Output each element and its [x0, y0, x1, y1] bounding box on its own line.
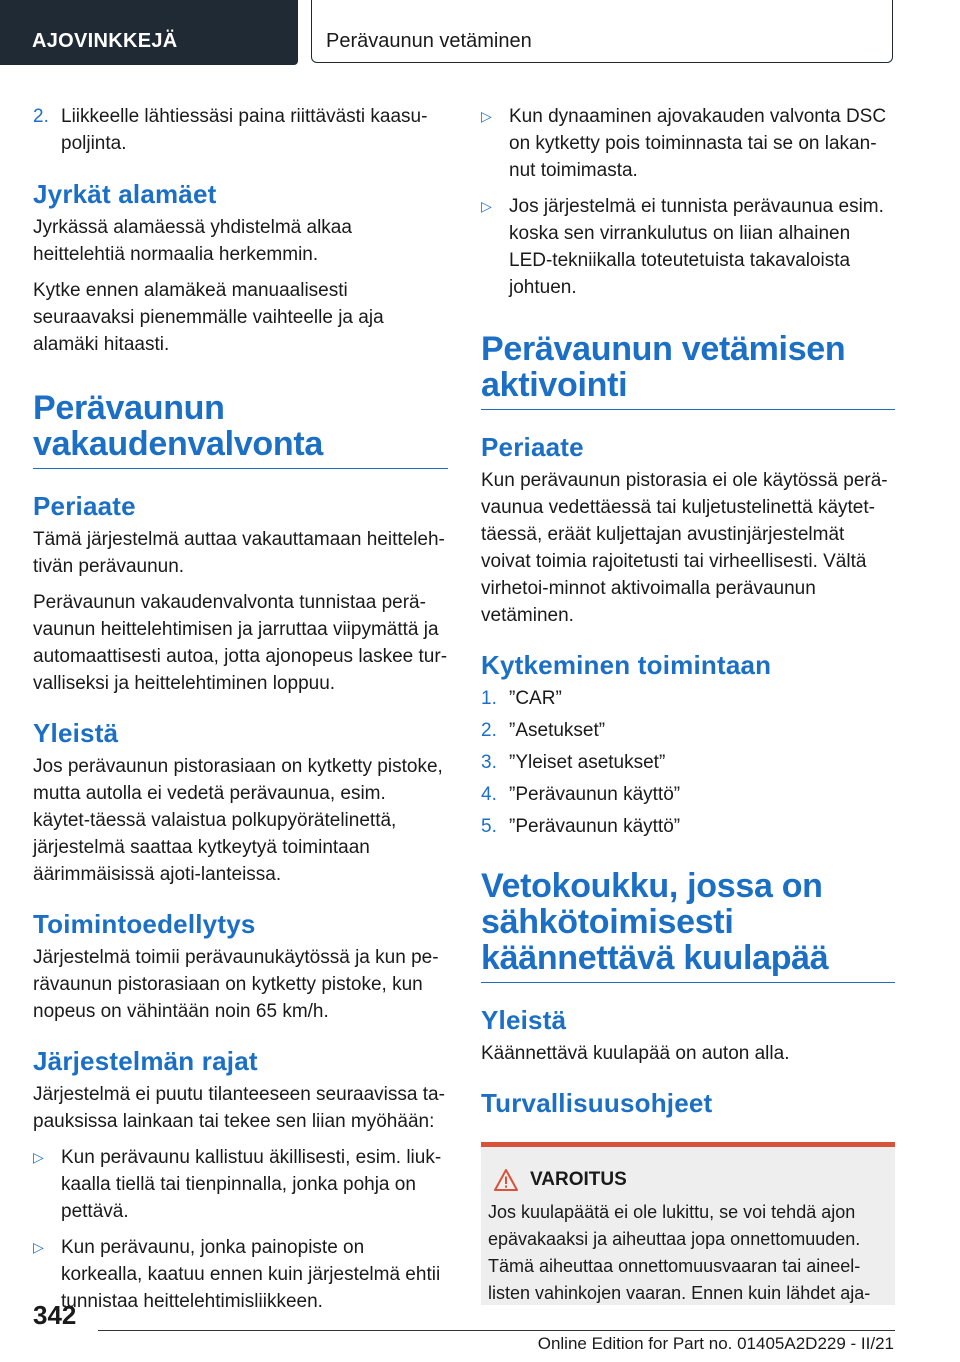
list-text: ”Perävaunun käyttö”: [509, 784, 681, 805]
chapter-heading-aktivointi: Perävaunun vetämisen aktivointi: [481, 331, 895, 410]
list-text: ”Perävaunun käyttö”: [509, 816, 681, 837]
warning-triangle-icon: [494, 1169, 518, 1191]
paragraph: Kun perävaunun pistorasia ei ole käytössä perä-vaunua vedettäessä tai kuljetustelinettä käytet-täessä, eräät kuljettajan avustinjärjestelmät voivat toimia rajoitetusti tai virheellisesti. Vältä virhetoi-minnot aktivoimalla perävaunun vetäminen.: [481, 470, 888, 626]
warning-header: [494, 1169, 887, 1191]
list-item: [33, 103, 448, 157]
list-number: 4.: [481, 784, 497, 805]
right-column: [481, 103, 895, 1305]
list-text: ”CAR”: [509, 688, 562, 709]
bullet-item: [33, 1234, 448, 1315]
paragraph: Järjestelmä toimii perävaunukäytössä ja kun pe-rävaunun pistorasiaan on kytketty pistoke, kun nopeus on vähintään noin 65 km/h.: [33, 947, 439, 1022]
warning-title: VAROITUS: [530, 1169, 627, 1190]
section-heading-jyrkat: Jyrkät alamäet: [33, 179, 217, 209]
list-text: ”Yleiset asetukset”: [509, 752, 666, 773]
list-number: 2.: [481, 720, 497, 741]
paragraph: Järjestelmä ei puutu tilanteeseen seuraavissa ta-pauksissa lainkaan tai tekee sen liian myöhään:: [33, 1084, 445, 1132]
bullet-item: [481, 103, 895, 184]
bullet-triangle-icon: ▷: [481, 198, 492, 214]
bullet-triangle-icon: ▷: [33, 1239, 44, 1255]
footer-divider: [98, 1330, 895, 1331]
paragraph: Jyrkässä alamäessä yhdistelmä alkaa heittelehtiä normaalia herkemmin.: [33, 217, 352, 265]
list-item: [481, 749, 895, 776]
section-heading-periaate: Periaate: [481, 432, 584, 462]
paragraph: Tämä järjestelmä auttaa vakauttamaan heitteleh-tivän perävaunun.: [33, 529, 445, 577]
chapter-heading-vakaudenvalvonta: Perävaunun vakaudenvalvonta: [33, 390, 448, 469]
paragraph: Kytke ennen alamäkeä manuaalisesti seuraavaksi pienemmälle vaihteelle ja aja alamäki hitaasti.: [33, 280, 384, 355]
chapter-heading-vetokoukku: Vetokoukku, jossa on sähkötoimisesti käännettävä kuulapää: [481, 868, 895, 983]
list-item: [481, 685, 895, 712]
list-item: [481, 813, 895, 840]
list-item: [481, 781, 895, 808]
list-item: [481, 717, 895, 744]
footer-edition: Online Edition for Part no. 01405A2D229 - II/21: [537, 1334, 894, 1353]
section-heading-periaate: Periaate: [33, 491, 136, 521]
warning-box: [481, 1142, 895, 1305]
list-number: 5.: [481, 816, 497, 837]
page-number: 342: [33, 1300, 77, 1330]
paragraph: Perävaunun vakaudenvalvonta tunnistaa perä-vaunun heittelehtimisen ja jarruttaa viipymättä ja automaattisesti autoa, jotta ajonopeus laskee tur-valliseksi ja heittelehtiminen loppuu.: [33, 592, 448, 694]
list-text: Liikkeelle lähtiessäsi paina riittävästi kaasu-poljinta.: [61, 106, 428, 154]
bullet-item: [481, 193, 895, 301]
header-section-label: AJOVINKKEJÄ: [32, 30, 178, 52]
paragraph: Jos perävaunun pistorasiaan on kytketty pistoke, mutta autolla ei vedetä perävaunua, esim. käytet-täessä valaistua polkupyörätelinettä, järjestelmä saattaa kytkeytyä toimintaan äärimmäisissä ajoti-lanteissa.: [33, 756, 443, 885]
section-heading-rajat: Järjestelmän rajat: [33, 1046, 258, 1076]
header-chapter-label: Perävaunun vetäminen: [326, 30, 532, 52]
bullet-triangle-icon: ▷: [33, 1149, 44, 1165]
section-heading-yleista: Yleistä: [33, 718, 119, 748]
section-heading-kytkeminen: Kytkeminen toimintaan: [481, 650, 772, 680]
bullet-item: [33, 1144, 448, 1225]
bullet-triangle-icon: ▷: [481, 108, 492, 124]
warning-text: Jos kuulapäätä ei ole lukittu, se voi tehdä ajon epävakaaksi ja aiheuttaa jopa onnettomuuden. Tämä aiheuttaa onnettomuusvaaran tai aineel-listen vahinkojen vaaran. Ennen kuin lähdet aja-: [488, 1202, 871, 1303]
paragraph: Käännettävä kuulapää on auton alla.: [481, 1043, 790, 1064]
bullet-text: Kun perävaunu kallistuu äkillisesti, esim. liuk-kaalla tiellä tai tienpinnalla, jonka pohja on pettävä.: [61, 1147, 442, 1222]
list-text: ”Asetukset”: [509, 720, 606, 741]
section-heading-toimintoedellytys: Toimintoedellytys: [33, 909, 256, 939]
bullet-text: Kun perävaunu, jonka painopiste on korkealla, kaatuu ennen kuin järjestelmä ehtii tunnistaa heittelehtimisliikkeen.: [61, 1237, 441, 1312]
section-heading-yleista: Yleistä: [481, 1005, 567, 1035]
header-section-tab: [0, 0, 298, 65]
header-chapter-tab: [311, 0, 893, 63]
left-column: [33, 103, 448, 1324]
section-heading-turvallisuusohjeet: Turvallisuusohjeet: [481, 1088, 713, 1118]
bullet-text: Jos järjestelmä ei tunnista perävaunua esim. koska sen virrankulutus on liian alhainen LED-tekniikalla toteutetuista takavaloista johtuen.: [509, 196, 884, 298]
list-number: 1.: [481, 688, 497, 709]
list-number: 2.: [33, 106, 49, 127]
bullet-text: Kun dynaaminen ajovakauden valvonta DSC on kytketty pois toiminnasta tai se on lakan-nut toimimasta.: [509, 106, 887, 181]
list-number: 3.: [481, 752, 497, 773]
